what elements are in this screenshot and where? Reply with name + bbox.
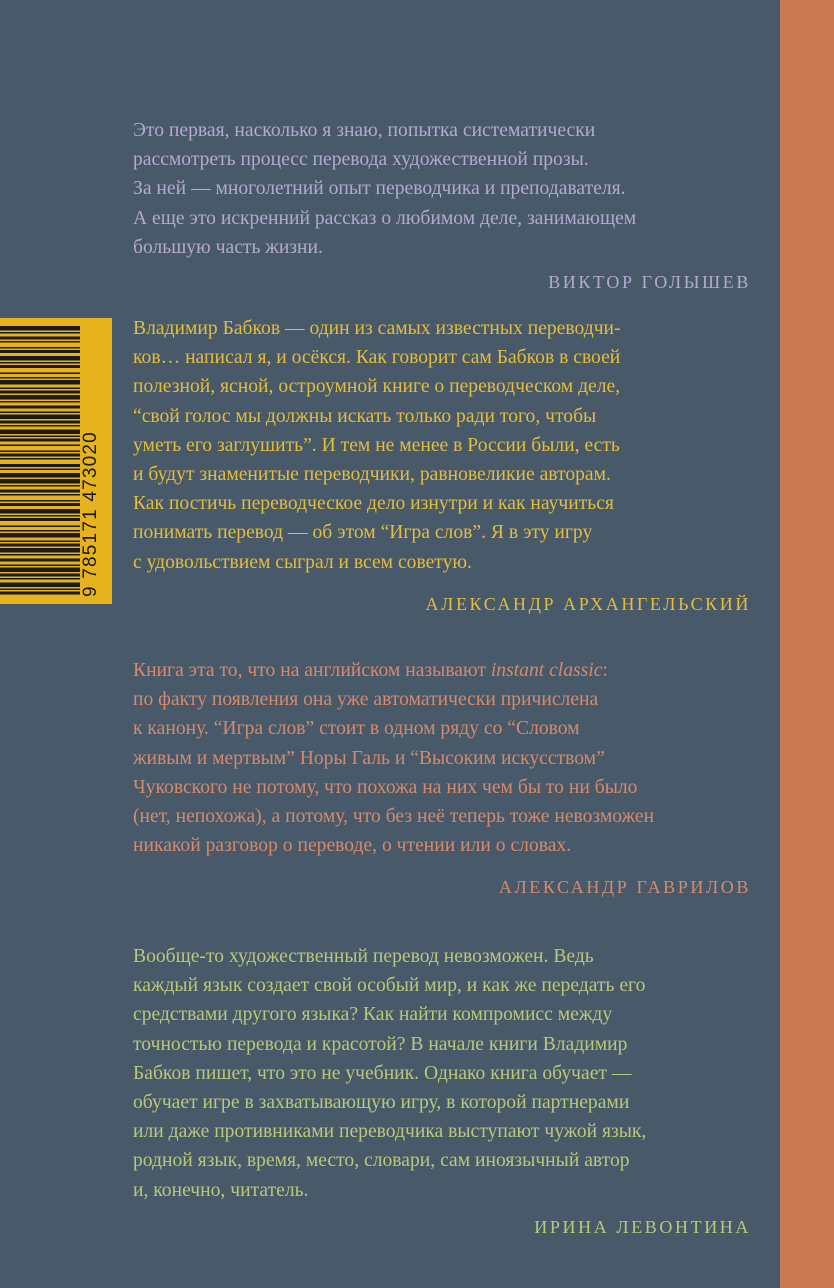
barcode-bar [0,583,80,588]
barcode-bar [0,526,80,528]
barcode-bar [0,473,80,478]
barcode-bar [0,509,80,514]
quote-text-start: Книга эта то, что на английском называют [133,660,491,681]
barcode-bar [0,548,80,553]
quote-text [133,656,751,860]
quote-author: АЛЕКСАНДР ГАВРИЛОВ [498,877,751,898]
barcode-bar [0,350,80,353]
quote-text: Владимир Бабков — один из самых известных переводчи- ков… написал я, и осёкся. Как говорит сам Бабков в своей полезной, ясной, остроумной книге о переводческом деле, “свой голос мы должны искать только ради того, чтобы уметь его заглушить”. И тем не менее в России были, есть и будут знаменитые переводчики, равновеликие авторам. Как постичь переводческое дело изнутри и как научиться понимать перевод — об этом “Игра слов”. Я в эту игру с удовольствием сыграл и всем советую. [133,318,621,573]
barcode-bar [0,559,80,562]
barcode-bar [0,500,80,502]
quote-levontina [133,942,751,1239]
barcode-bar [0,454,80,457]
barcode-bar [0,439,80,442]
isbn-barcode [0,318,112,604]
barcode-bar [0,421,80,424]
barcode-bar [0,341,80,343]
barcode-bar [0,592,80,595]
barcode-bar [0,479,80,484]
barcode-bar [0,490,80,493]
barcode-bar [0,332,80,334]
barcode-bar [0,425,80,427]
barcode-bar [0,515,80,517]
barcode-bars [0,326,80,595]
barcode-bar [0,574,80,577]
barcode-bar [0,445,80,447]
barcode-bar [0,565,80,567]
barcode-bar [0,494,80,496]
barcode-bar [0,533,80,538]
barcode-bar [0,464,80,467]
barcode-bar [0,391,80,394]
barcode-bar [0,388,80,390]
quote-text: Вообще-то художественный перевод невозможен. Ведь каждый язык создает свой особый мир, и как же передать его средствами другого языка? Как найти компромисс между точностью перевода и красотой? В начале книги Владимир Бабков пишет, что это не учебник. Однако книга обучает — обучает игре в захватывающую игру, в которой партнерами или даже противниками переводчика выступают чужой язык, родной язык, время, место, словари, сам иноязычный автор и, конечно, читатель. [133,946,647,1201]
quote-text-italic: instant classic [490,660,603,681]
quote-text: Это первая, насколько я знаю, попытка систематически рассмотреть процесс перевода художественной прозы. За ней — многолетний опыт переводчика и преподавателя. А еще это искренний рассказ о любимом деле, занимающем большую часть жизни. [133,120,637,258]
barcode-bar [0,518,80,521]
barcode-bar [0,373,80,375]
barcode-graphic [0,318,112,604]
quote-author: ВИКТОР ГОЛЫШЕВ [548,272,751,293]
quote-gavrilov [133,656,751,899]
barcode-bar [0,356,80,361]
barcode-bar [0,436,80,438]
barcode-bar [0,530,80,532]
barcode-bar [0,406,80,409]
barcode-bar [0,544,80,547]
barcode-bar [0,485,80,487]
barcode-bar [0,578,80,580]
barcode-bar [0,395,80,400]
barcode-bar [0,380,80,385]
barcode-bar [0,365,80,368]
barcode-bar [0,377,80,379]
barcode-bar [0,362,80,364]
quote-arkhangelsky [133,314,751,616]
barcode-bar [0,554,80,556]
barcode-bar [0,337,80,340]
barcode-bar [0,326,80,331]
quote-author: ИРИНА ЛЕВОНТИНА [534,1216,751,1237]
barcode-digits: 9 785171 473020 [80,431,101,597]
barcode-bar [0,415,80,420]
quote-author: АЛЕКСАНДР АРХАНГЕЛЬСКИЙ [425,593,751,614]
barcode-bar [0,458,80,460]
barcode-bar [0,469,80,471]
barcode-bar [0,589,80,591]
barcode-bar [0,503,80,506]
barcode-bar [0,541,80,543]
barcode-bar [0,430,80,435]
barcode-bar [0,401,80,403]
barcode-bar [0,568,80,573]
book-spine [780,0,834,1288]
quote-golyshev [133,116,751,294]
barcode-bar [0,412,80,414]
barcode-bar [0,347,80,349]
barcode-bar [0,451,80,453]
quote-text-rest: : по факту появления она уже автоматически причислена к канону. “Игра слов” стоит в одном ряду со “Словом живым и мертвым” Норы Галь и “Высоким искусством” Чуковского не потому, что похожа на них чем бы то ни было (нет, непохожа), а потому, что без неё теперь тоже невозможен никакой разговор о переводе, о чтении или о словах. [133,660,655,857]
